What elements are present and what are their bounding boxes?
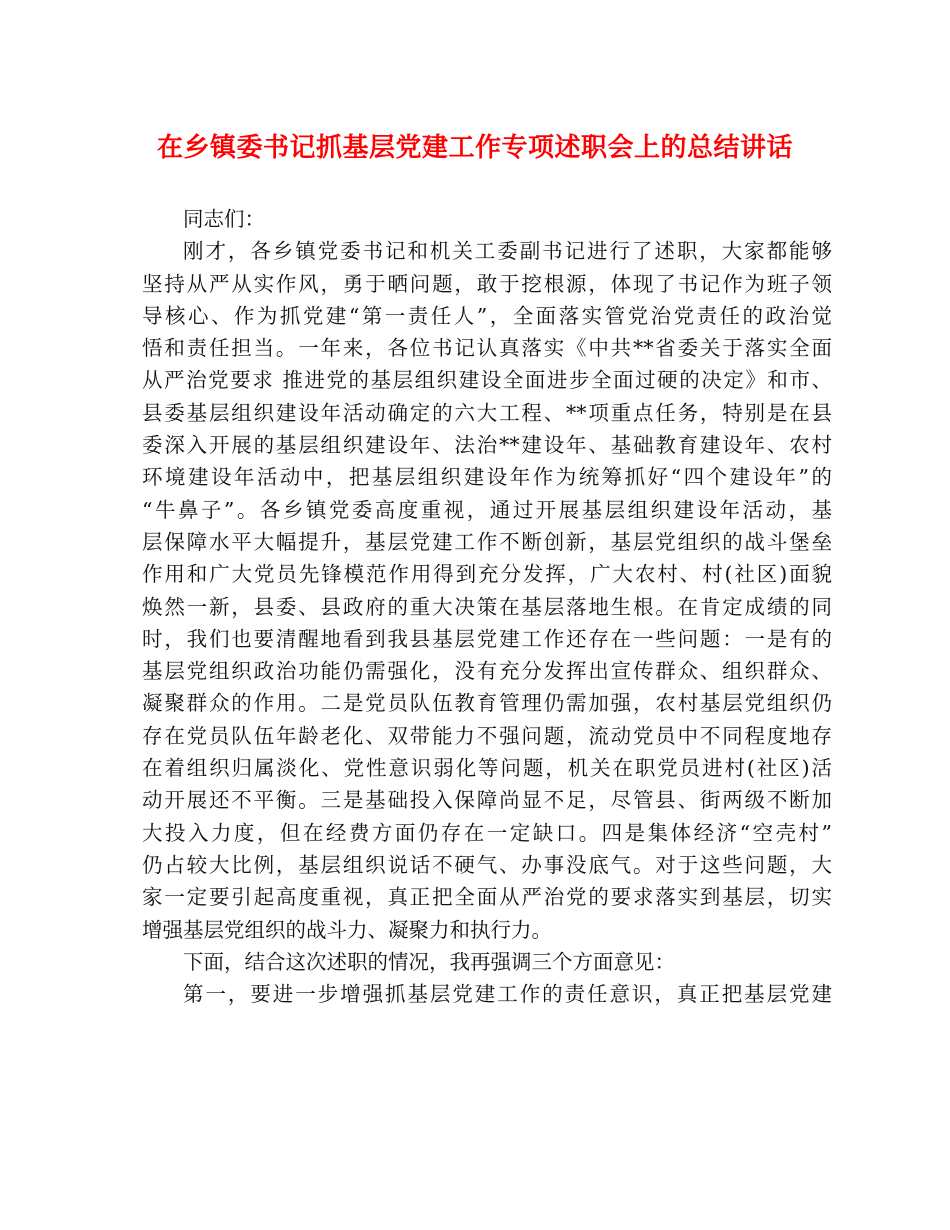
paragraph-line: 导核心、作为抓党建“第一责任人”，全面落实管党治党责任的政治觉 — [142, 303, 832, 328]
paragraph-line: 大投入力度，但在经费方面仍存在一定缺口。四是集体经济“空壳村” — [142, 820, 832, 845]
paragraph-line: 从严治党要求 推进党的基层组织建设全面进步全面过硬的决定》和市、 — [142, 368, 832, 393]
paragraph-line: 基层党组织政治功能仍需强化，没有充分发挥出宣传群众、组织群众、 — [142, 659, 832, 684]
paragraph-line: 家一定要引起高度重视，真正把全面从严治党的要求落实到基层，切实 — [142, 885, 832, 910]
paragraph-line: 时，我们也要清醒地看到我县基层党建工作还存在一些问题：一是有的 — [142, 626, 832, 651]
document-body — [142, 203, 832, 1010]
paragraph-line: 存在党员队伍年龄老化、双带能力不强问题，流动党员中不同程度地存 — [142, 723, 832, 748]
paragraph-line: 动开展还不平衡。三是基础投入保障尚显不足，尽管县、街两级不断加 — [142, 788, 832, 813]
paragraph-line: 仍占较大比例，基层组织说话不硬气、办事没底气。对于这些问题，大 — [142, 852, 832, 877]
document-title: 在乡镇委书记抓基层党建工作专项述职会上的总结讲话 — [156, 133, 793, 163]
paragraph-line: 环境建设年活动中，把基层组织建设年作为统筹抓好“四个建设年”的 — [142, 465, 832, 490]
paragraph-line: 刚才，各乡镇党委书记和机关工委副书记进行了述职，大家都能够 — [183, 239, 832, 264]
paragraph-line: 委深入开展的基层组织建设年、法治**建设年、基础教育建设年、农村 — [142, 433, 832, 458]
paragraph-line: 下面，结合这次述职的情况，我再强调三个方面意见： — [183, 949, 675, 974]
paragraph-line: “牛鼻子”。各乡镇党委高度重视，通过开展基层组织建设年活动，基 — [142, 497, 832, 522]
salutation-line: 同志们： — [183, 207, 265, 231]
paragraph-line: 坚持从严从实作风，勇于晒问题，敢于挖根源，体现了书记作为班子领 — [142, 271, 832, 296]
paragraph-line: 凝聚群众的作用。二是党员队伍教育管理仍需加强，农村基层党组织仍 — [142, 691, 832, 716]
paragraph-line: 焕然一新，县委、县政府的重大决策在基层落地生根。在肯定成绩的同 — [142, 594, 832, 619]
paragraph-line: 第一，要进一步增强抓基层党建工作的责任意识，真正把基层党建 — [183, 982, 832, 1007]
paragraph-line: 作用和广大党员先锋模范作用得到充分发挥，广大农村、村(社区)面貌 — [142, 562, 832, 587]
paragraph-line: 增强基层党组织的战斗力、凝聚力和执行力。 — [142, 917, 552, 942]
paragraph-line: 在着组织归属淡化、党性意识弱化等问题，机关在职党员进村(社区)活 — [142, 756, 832, 781]
paragraph-line: 层保障水平大幅提升，基层党建工作不断创新，基层党组织的战斗堡垒 — [142, 529, 832, 554]
paragraph-line: 县委基层组织建设年活动确定的六大工程、**项重点任务，特别是在县 — [142, 400, 832, 425]
paragraph-line: 悟和责任担当。一年来，各位书记认真落实《中共**省委关于落实全面 — [142, 336, 832, 361]
